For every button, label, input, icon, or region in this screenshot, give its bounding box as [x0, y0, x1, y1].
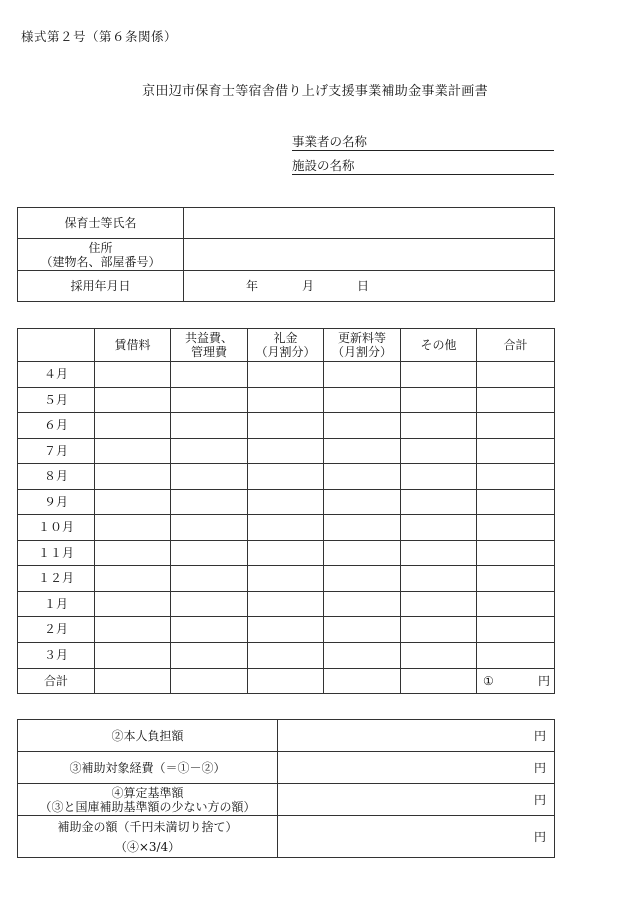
month-label: ６月 — [18, 413, 95, 439]
cost-cell[interactable] — [324, 668, 401, 693]
cost-cell[interactable] — [248, 413, 324, 439]
month-row — [18, 617, 555, 643]
month-label: ５月 — [18, 387, 95, 413]
month-label: ９月 — [18, 489, 95, 515]
day-label: 日 — [357, 279, 370, 293]
summary-row — [18, 816, 555, 858]
header-blank — [18, 329, 95, 362]
month-row — [18, 387, 555, 413]
business-name-label: 事業者の名称 — [292, 134, 368, 149]
cost-cell[interactable] — [248, 515, 324, 541]
eligible-cost-amount[interactable]: 円 — [278, 752, 555, 784]
self-pay-label: ②本人負担額 — [18, 720, 278, 752]
cost-cell[interactable] — [95, 540, 171, 566]
month-row — [18, 438, 555, 464]
cost-cell[interactable] — [324, 642, 401, 668]
cost-cell[interactable] — [171, 566, 248, 592]
cost-cell[interactable] — [95, 591, 171, 617]
cost-cell[interactable] — [171, 617, 248, 643]
cost-cell[interactable] — [477, 362, 555, 388]
cost-header-row — [18, 329, 555, 362]
cost-cell[interactable] — [171, 515, 248, 541]
month-row — [18, 642, 555, 668]
header-rent: 賃借料 — [95, 329, 171, 362]
month-label: ２月 — [18, 617, 95, 643]
month-label: ３月 — [18, 642, 95, 668]
month-row — [18, 515, 555, 541]
cost-cell[interactable] — [248, 489, 324, 515]
month-row — [18, 540, 555, 566]
month-row — [18, 464, 555, 490]
standard-amount-label: ④算定基準額 （③と国庫補助基準額の少ない方の額） — [18, 784, 278, 816]
address-label — [18, 239, 184, 271]
cost-cell[interactable] — [171, 438, 248, 464]
total-row-label: 合計 — [18, 668, 95, 693]
header-total: 合計 — [477, 329, 555, 362]
cost-cell[interactable] — [401, 387, 477, 413]
facility-name-label: 施設の名称 — [292, 158, 355, 173]
cost-cell[interactable] — [171, 387, 248, 413]
month-row — [18, 489, 555, 515]
cost-cell[interactable] — [171, 668, 248, 693]
cost-cell[interactable] — [248, 438, 324, 464]
cost-cell[interactable] — [324, 566, 401, 592]
cost-cell[interactable] — [95, 387, 171, 413]
cost-cell[interactable] — [477, 617, 555, 643]
year-label: 年 — [246, 279, 259, 293]
cost-cell[interactable] — [401, 413, 477, 439]
month-label: １月 — [18, 591, 95, 617]
address-input-cell[interactable] — [184, 239, 555, 271]
cost-cell[interactable] — [248, 540, 324, 566]
cost-cell[interactable] — [401, 489, 477, 515]
cost-cell[interactable] — [248, 642, 324, 668]
cost-cell[interactable] — [171, 413, 248, 439]
cost-cell[interactable] — [95, 617, 171, 643]
cost-cell[interactable] — [477, 540, 555, 566]
cost-cell[interactable] — [95, 489, 171, 515]
cost-cell[interactable] — [401, 617, 477, 643]
cost-cell[interactable] — [477, 591, 555, 617]
cost-cell[interactable] — [248, 617, 324, 643]
cost-cell[interactable] — [248, 668, 324, 693]
address-label-line2: （建物名、部屋番号） — [40, 254, 161, 269]
total-marker: ① — [483, 673, 494, 688]
subsidy-amount-label: 補助金の額（千円未満切り捨て） （④×3/4） — [18, 816, 278, 858]
facility-name-field[interactable] — [292, 156, 554, 175]
header-common-fee: 共益費、 管理費 — [171, 329, 248, 362]
month-row — [18, 413, 555, 439]
cost-cell[interactable] — [324, 617, 401, 643]
month-label: １２月 — [18, 566, 95, 592]
cost-cell[interactable] — [248, 464, 324, 490]
cost-cell[interactable] — [248, 591, 324, 617]
summary-row — [18, 752, 555, 784]
cost-cell[interactable] — [324, 489, 401, 515]
cost-cell[interactable] — [171, 591, 248, 617]
grand-total-cell[interactable] — [477, 668, 555, 693]
cost-cell[interactable] — [477, 438, 555, 464]
cost-cell[interactable] — [324, 464, 401, 490]
cost-cell[interactable] — [95, 515, 171, 541]
cost-total-row — [18, 668, 555, 693]
cost-cell[interactable] — [95, 413, 171, 439]
header-key-money: 礼金 （月割分） — [248, 329, 324, 362]
cost-cell[interactable] — [324, 591, 401, 617]
cost-cell[interactable] — [401, 438, 477, 464]
cost-cell[interactable] — [401, 591, 477, 617]
cost-cell[interactable] — [477, 566, 555, 592]
month-label: ７月 — [18, 438, 95, 464]
summary-row — [18, 784, 555, 816]
name-label: 保育士等氏名 — [18, 208, 184, 239]
cost-cell[interactable] — [248, 387, 324, 413]
cost-cell[interactable] — [95, 438, 171, 464]
document-title: 京田辺市保育士等宿舎借り上げ支援事業補助金事業計画書 — [142, 84, 488, 99]
cost-cell[interactable] — [95, 362, 171, 388]
cost-cell[interactable] — [324, 413, 401, 439]
business-name-field[interactable] — [292, 132, 554, 151]
form-number: 様式第２号（第６条関係） — [21, 29, 178, 44]
cost-cell[interactable] — [401, 464, 477, 490]
total-unit: 円 — [537, 673, 550, 688]
self-pay-amount[interactable]: 円 — [278, 720, 555, 752]
cost-cell[interactable] — [401, 515, 477, 541]
cost-cell[interactable] — [477, 464, 555, 490]
month-label: 月 — [302, 279, 315, 293]
cost-cell[interactable] — [324, 540, 401, 566]
month-row — [18, 591, 555, 617]
cost-cell[interactable] — [401, 540, 477, 566]
cost-cell[interactable] — [171, 362, 248, 388]
cost-cell[interactable] — [95, 642, 171, 668]
month-row — [18, 566, 555, 592]
cost-cell[interactable] — [401, 668, 477, 693]
cost-cell[interactable] — [248, 566, 324, 592]
month-label: １１月 — [18, 540, 95, 566]
cost-cell[interactable] — [477, 489, 555, 515]
cost-cell[interactable] — [401, 566, 477, 592]
cost-cell[interactable] — [95, 566, 171, 592]
cost-cell[interactable] — [477, 642, 555, 668]
name-input-cell[interactable] — [184, 208, 555, 239]
hire-date-label: 採用年月日 — [18, 271, 184, 302]
header-other: その他 — [401, 329, 477, 362]
month-row — [18, 362, 555, 388]
cost-cell[interactable] — [248, 362, 324, 388]
cost-cell[interactable] — [95, 668, 171, 693]
monthly-cost-table — [17, 328, 555, 694]
cost-cell[interactable] — [324, 438, 401, 464]
address-label-line1: 住所 — [88, 240, 113, 255]
cost-cell[interactable] — [477, 413, 555, 439]
cost-cell[interactable] — [401, 642, 477, 668]
cost-cell[interactable] — [171, 540, 248, 566]
cost-cell[interactable] — [324, 515, 401, 541]
month-label: ４月 — [18, 362, 95, 388]
hire-date-input-cell[interactable] — [184, 271, 555, 302]
subsidy-amount-amount[interactable]: 円 — [278, 816, 555, 858]
employee-info-table — [17, 207, 555, 302]
cost-cell[interactable] — [171, 464, 248, 490]
cost-cell[interactable] — [401, 362, 477, 388]
summary-row — [18, 720, 555, 752]
cost-cell[interactable] — [324, 387, 401, 413]
cost-cell[interactable] — [324, 362, 401, 388]
header-renewal-fee: 更新料等 （月割分） — [324, 329, 401, 362]
cost-cell[interactable] — [477, 387, 555, 413]
cost-cell[interactable] — [95, 464, 171, 490]
cost-cell[interactable] — [477, 515, 555, 541]
eligible-cost-label: ③補助対象経費（＝①－②） — [18, 752, 278, 784]
subsidy-summary-table — [17, 719, 555, 858]
cost-cell[interactable] — [171, 489, 248, 515]
standard-amount-amount[interactable]: 円 — [278, 784, 555, 816]
month-label: １０月 — [18, 515, 95, 541]
month-label: ８月 — [18, 464, 95, 490]
cost-cell[interactable] — [171, 642, 248, 668]
